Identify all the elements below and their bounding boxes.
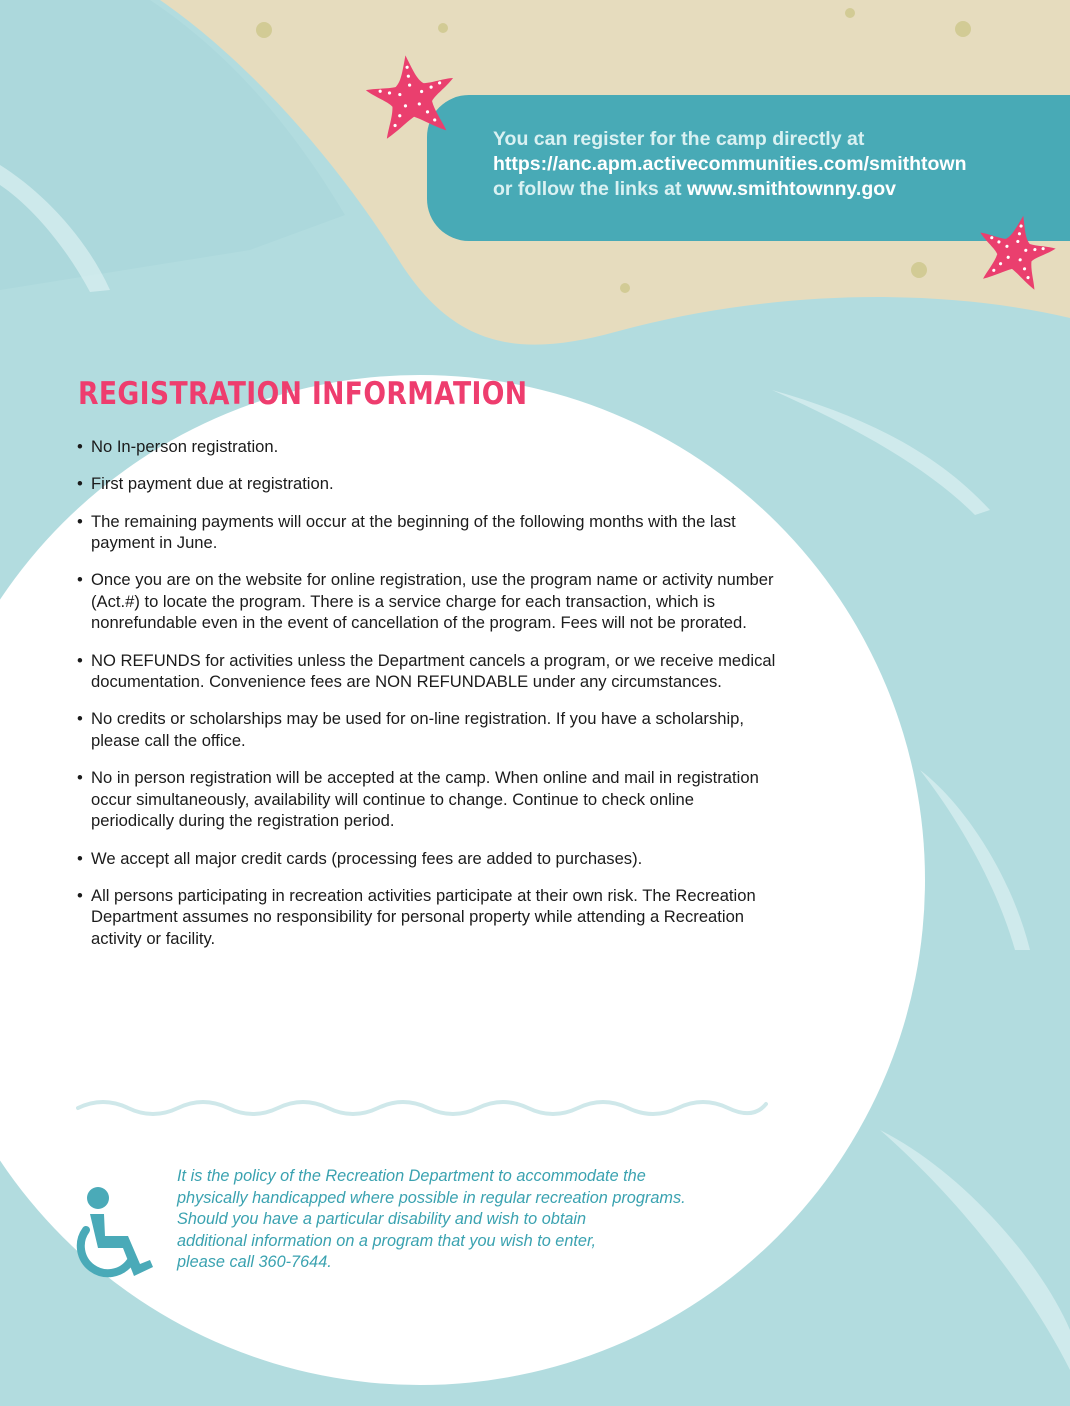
list-item: • No In-person registration. — [77, 436, 777, 458]
list-item: • NO REFUNDS for activities unless the Department cancels a program, or we receive medical documentation. Convenience fees are NON REFUNDABLE under any circumstances. — [77, 650, 777, 693]
banner-line-3-prefix: or follow the links at — [493, 178, 687, 200]
policy-phone: please call 360-7644. — [177, 1253, 332, 1272]
wheelchair-icon — [76, 1186, 156, 1280]
town-website-link[interactable]: www.smithtownny.gov — [686, 178, 897, 200]
sand-dot — [438, 23, 448, 33]
list-item: • Once you are on the website for online registration, use the program name or activity number (Act.#) to locate the program. There is a service charge for each transaction, which is nonrefundable even in the event of cancellation of the program. Fees will not be prorated. — [77, 569, 777, 634]
policy-line: physically handicapped where possible in regular recreation programs. — [177, 1188, 686, 1207]
policy-line: It is the policy of the Recreation Department to accommodate the — [177, 1167, 646, 1185]
sand-dot — [955, 21, 971, 37]
policy-line: Should you have a particular disability and wish to obtain — [177, 1210, 587, 1229]
sand-dot — [256, 22, 272, 38]
registration-rules-list — [77, 436, 777, 965]
list-item: • We accept all major credit cards (processing fees are added to purchases). — [77, 848, 777, 870]
list-item: • All persons participating in recreation activities participate at their own risk. The Recreation Department assumes no responsibility for personal property while attending a Recreation activity or facility. — [77, 885, 777, 950]
page-title: REGISTRATION INFORMATION — [78, 376, 528, 412]
starfish-icon — [974, 207, 1058, 293]
registration-url-link[interactable]: https://anc.apm.activecommunities.com/smithtown — [493, 153, 967, 175]
list-item: • No in person registration will be accepted at the camp. When online and mail in registration occur simultaneously, availability will continue to change. Continue to check online periodically during the registration period. — [77, 767, 777, 832]
policy-line: additional information on a program that you wish to enter, — [177, 1231, 597, 1250]
banner-text — [493, 127, 1070, 202]
list-item: • First payment due at registration. — [77, 473, 777, 495]
starfish-icon — [363, 50, 459, 140]
banner-line-1: You can register for the camp directly at — [493, 128, 865, 150]
sand-dot — [845, 8, 855, 18]
accessibility-policy — [177, 1166, 777, 1274]
sand-dot — [620, 283, 630, 293]
sand-dot — [911, 262, 927, 278]
list-item: • The remaining payments will occur at the beginning of the following months with the last payment in June. — [77, 511, 777, 554]
wave-divider — [76, 1096, 768, 1120]
list-item: • No credits or scholarships may be used for on-line registration. If you have a scholarship, please call the office. — [77, 708, 777, 751]
